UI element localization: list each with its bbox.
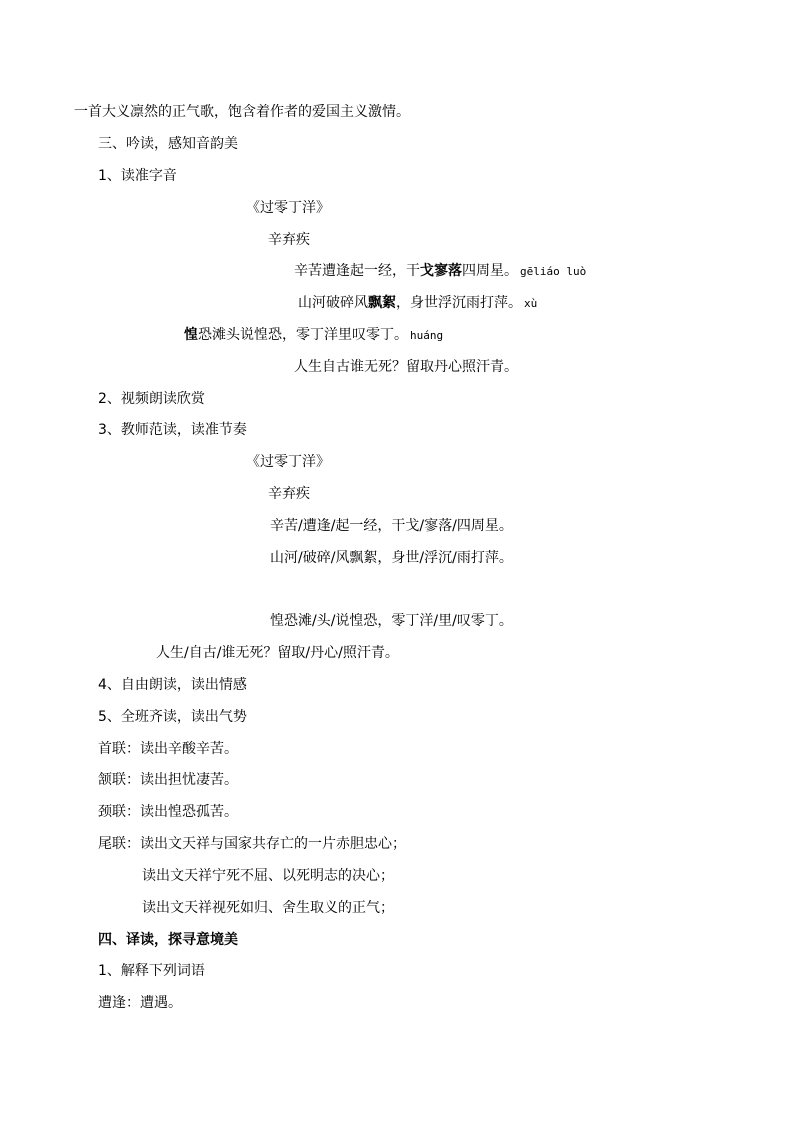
poem2-title: 《过零丁洋》 xyxy=(246,454,330,470)
item-2-heading: 2、视频朗读欣赏 xyxy=(98,391,205,407)
section-heading-3: 三、吟读，感知音韵美 xyxy=(98,136,238,152)
section-heading-4: 四、译读，探寻意境美 xyxy=(98,932,238,948)
item-3-heading: 3、教师范读，读准节奏 xyxy=(98,422,247,438)
item-5-heading: 5、全班齐读，读出气势 xyxy=(98,709,247,725)
item-4-heading: 4、自由朗读，读出情感 xyxy=(98,677,247,693)
couplet-third: 颈联：读出惶恐孤苦。 xyxy=(98,804,238,820)
poem1-line2-text-a: 山河破碎风 xyxy=(298,295,368,311)
poem2-line2: 山河/破碎/风飘絮，身世/浮沉/雨打萍。 xyxy=(270,550,513,566)
poem2-author: 辛弃疾 xyxy=(268,486,310,502)
couplet-last-3: 读出文天祥视死如归、舍生取义的正气； xyxy=(142,900,394,916)
intro-line: 一首大义凛然的正气歌，饱含着作者的爱国主义激情。 xyxy=(74,104,410,120)
couplet-last: 尾联：读出文天祥与国家共存亡的一片赤胆忠心； xyxy=(98,836,406,852)
poem1-line1-bold: 戈寥落 xyxy=(420,263,462,279)
poem1-line2 xyxy=(298,294,537,313)
vocab-definition: 遭逢：遭遇。 xyxy=(98,995,182,1011)
couplet-first: 首联：读出辛酸辛苦。 xyxy=(98,741,238,757)
poem1-line3-text: 恐滩头说惶恐，零丁洋里叹零丁。 xyxy=(198,327,408,343)
couplet-second: 颔联：读出担忧凄苦。 xyxy=(98,772,238,788)
poem1-line3-pinyin: huáng xyxy=(410,329,444,342)
couplet-last-2: 读出文天祥宁死不屈、以死明志的决心； xyxy=(142,868,394,884)
poem1-line4: 人生自古谁无死？留取丹心照汗青。 xyxy=(294,359,518,375)
poem1-line3 xyxy=(184,326,443,345)
poem2-line1: 辛苦/遭逢/起一经，干戈/寥落/四周星。 xyxy=(270,518,513,534)
poem1-line1-text-c: 四周星。 xyxy=(462,263,518,279)
item-1-heading: 1、读准字音 xyxy=(98,168,177,184)
poem1-line3-bold: 惶 xyxy=(184,327,198,343)
poem1-line2-text-c: ，身世浮沉雨打萍。 xyxy=(396,295,522,311)
poem1-line1-pinyin: gēliáo luò xyxy=(520,265,587,278)
poem1-line2-pinyin: xù xyxy=(524,297,538,310)
poem2-line4: 人生/自古/谁无死？留取/丹心/照汗青。 xyxy=(156,645,399,661)
poem1-line1-text-a: 辛苦遭逢起一经，干 xyxy=(294,263,420,279)
poem1-line2-bold: 飘絮 xyxy=(368,295,396,311)
poem2-line3: 惶恐滩/头/说惶恐，零丁洋/里/叹零丁。 xyxy=(270,613,513,629)
poem1-title: 《过零丁洋》 xyxy=(246,200,330,216)
item-1-vocab-heading: 1、解释下列词语 xyxy=(98,963,205,979)
poem1-line1 xyxy=(294,262,586,281)
poem1-author: 辛弃疾 xyxy=(268,232,310,248)
